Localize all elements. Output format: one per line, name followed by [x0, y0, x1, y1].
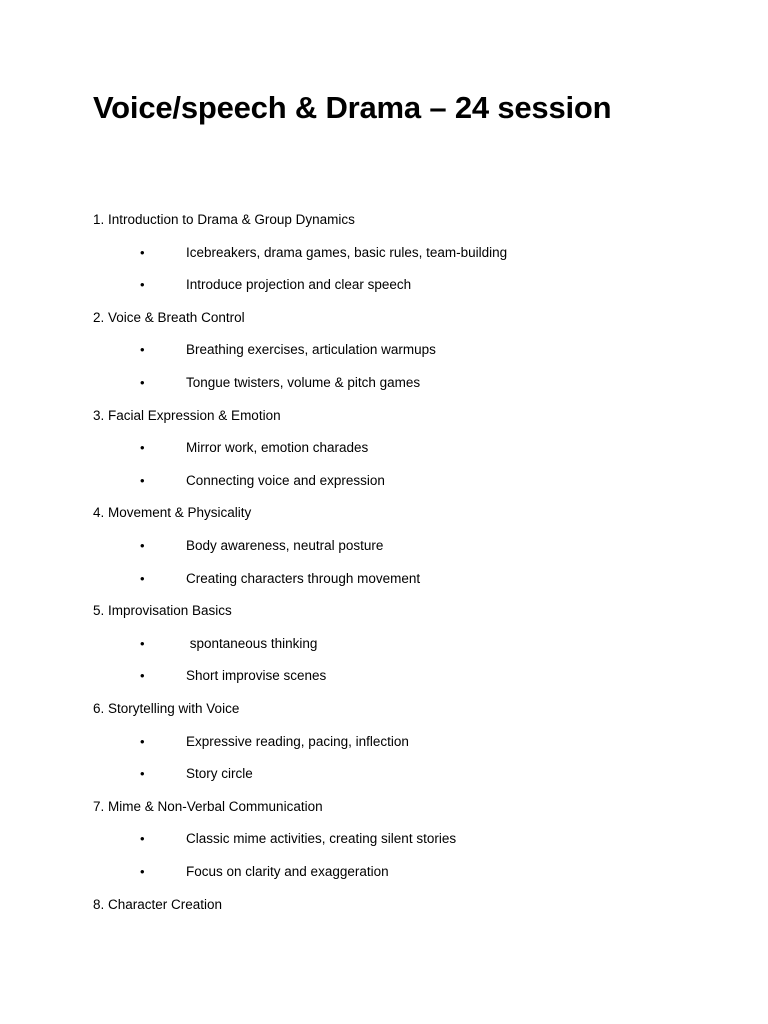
- bullet-dot-icon: •: [140, 342, 145, 358]
- bullet-dot-icon: •: [140, 375, 145, 390]
- bullet-dot-icon: •: [140, 668, 145, 684]
- bullet-dot-icon: •: [140, 244, 145, 260]
- document-title: Voice/speech & Drama – 24 session: [93, 90, 612, 125]
- session-heading: 3. Facial Expression & Emotion: [93, 407, 281, 423]
- bullet-text: spontaneous thinking: [186, 635, 318, 651]
- session-heading: 6. Storytelling with Voice: [93, 701, 240, 716]
- bullet-dot-icon: •: [140, 864, 145, 879]
- bullet-text: Body awareness, neutral posture: [186, 538, 384, 553]
- bullet-text: Classic mime activities, creating silent stories: [186, 831, 457, 847]
- bullet-text: Breathing exercises, articulation warmups: [186, 342, 436, 358]
- bullet-dot-icon: •: [140, 538, 145, 553]
- bullet-text: Focus on clarity and exaggeration: [186, 864, 389, 879]
- bullet-text: Introduce projection and clear speech: [186, 277, 412, 293]
- session-heading: 8. Character Creation: [93, 896, 223, 912]
- bullet-text: Icebreakers, drama games, basic rules, team-building: [186, 244, 508, 260]
- bullet-text: Creating characters through movement: [186, 570, 421, 586]
- bullet-dot-icon: •: [140, 472, 145, 488]
- bullet-dot-icon: •: [140, 635, 145, 651]
- bullet-dot-icon: •: [140, 733, 145, 749]
- bullet-text: Mirror work, emotion charades: [186, 440, 369, 456]
- bullet-dot-icon: •: [140, 570, 145, 586]
- bullet-text: Expressive reading, pacing, inflection: [186, 733, 409, 749]
- bullet-text: Tongue twisters, volume & pitch games: [186, 375, 421, 390]
- bullet-dot-icon: •: [140, 440, 145, 456]
- session-heading: 7. Mime & Non-Verbal Communication: [93, 798, 323, 814]
- bullet-text: Short improvise scenes: [186, 668, 327, 684]
- session-heading: 5. Improvisation Basics: [93, 603, 232, 619]
- bullet-dot-icon: •: [140, 766, 145, 782]
- bullet-dot-icon: •: [140, 831, 145, 847]
- session-heading: 1. Introduction to Drama & Group Dynamics: [93, 212, 355, 227]
- bullet-dot-icon: •: [140, 277, 145, 293]
- session-heading: 2. Voice & Breath Control: [93, 309, 245, 325]
- session-heading: 4. Movement & Physicality: [93, 505, 252, 521]
- bullet-text: Story circle: [186, 766, 253, 782]
- bullet-text: Connecting voice and expression: [186, 472, 385, 488]
